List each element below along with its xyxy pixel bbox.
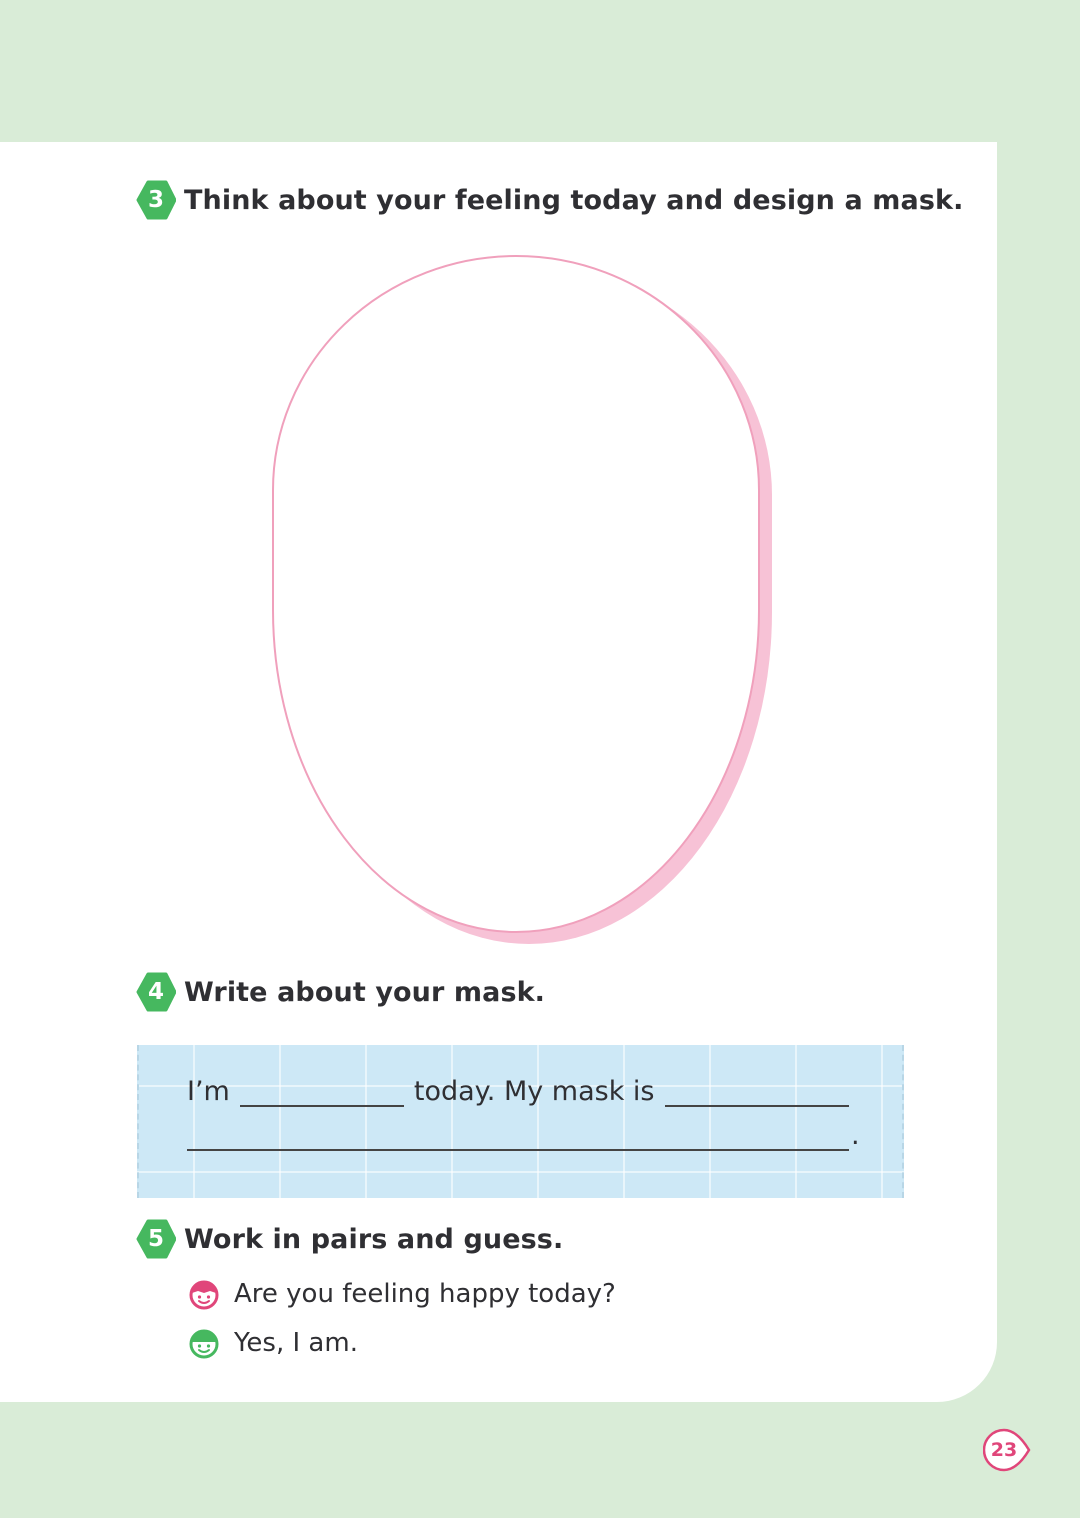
sentence-start: I’m — [187, 1076, 230, 1107]
dialog-question: Are you feeling happy today? — [234, 1279, 616, 1309]
girl-face-icon — [188, 1278, 220, 1310]
boy-face-icon — [188, 1327, 220, 1359]
dialog-line-2 — [188, 1327, 358, 1359]
mask-description-blank-1[interactable] — [665, 1075, 849, 1107]
number-badge-label: 3 — [147, 187, 164, 213]
number-badge-label: 4 — [147, 979, 164, 1005]
mask-outline — [273, 256, 759, 932]
dialog-line-1 — [188, 1278, 616, 1310]
section-5-instruction: Work in pairs and guess. — [184, 1223, 564, 1255]
number-badge-label: 5 — [147, 1226, 164, 1252]
section-5-heading — [136, 1217, 563, 1261]
sentence-end: . — [851, 1120, 860, 1151]
sentence-mid: today. My mask is — [413, 1076, 655, 1107]
sentence-line-1 — [187, 1075, 859, 1107]
sentence-line-2 — [187, 1119, 860, 1151]
section-4-instruction: Write about your mask. — [184, 976, 546, 1008]
section-4-heading — [136, 970, 545, 1014]
writing-box — [137, 1045, 904, 1198]
number-badge-4 — [136, 972, 176, 1012]
section-3-instruction: Think about your feeling today and design a mask. — [184, 184, 964, 216]
page-number — [983, 1427, 1033, 1473]
page-number-label: 23 — [990, 1439, 1018, 1461]
mask-description-blank-2[interactable] — [187, 1119, 849, 1151]
dialog-answer: Yes, I am. — [234, 1328, 358, 1358]
feeling-blank[interactable] — [240, 1075, 404, 1107]
number-badge-5 — [136, 1219, 176, 1259]
